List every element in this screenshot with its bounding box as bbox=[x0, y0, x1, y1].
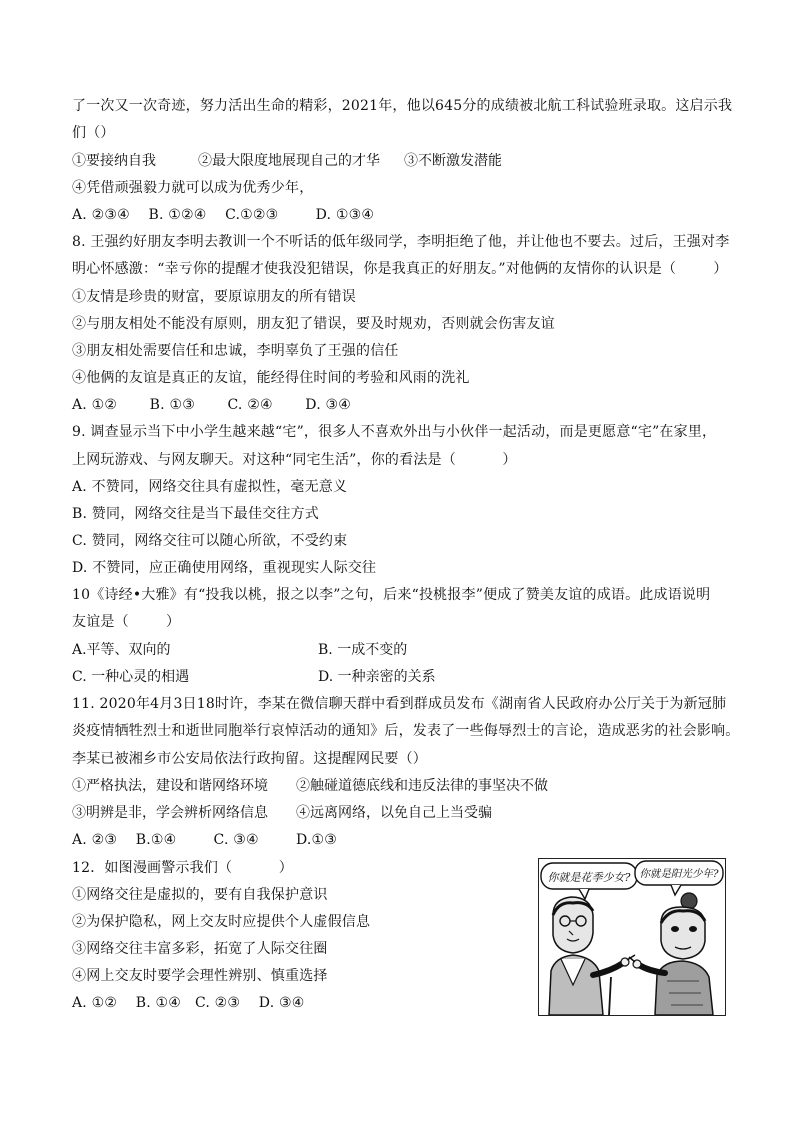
q7-option-4: ④凭借顽强毅力就可以成为优秀少年， bbox=[72, 180, 314, 196]
q9-line2: 上网玩游戏、与网友聊天。对这种“同宅生活”，你的看法是（ ） bbox=[72, 452, 517, 468]
q12-option-1: ①网络交往是虚拟的，要有自我保护意识 bbox=[72, 887, 328, 903]
q7-choices: A. ②③④ B. ①②④ C.①②③ D. ①③④ bbox=[72, 207, 375, 223]
q12-option-3: ③网络交往丰富多彩，拓宽了人际交往圈 bbox=[72, 941, 328, 957]
q12-choices: A. ①② B. ①④ C. ②③ D. ③④ bbox=[72, 995, 305, 1011]
q8-line2: 明心怀感激：“幸亏你的提醒才使我没犯错误，你是我真正的好朋友。”对他俩的友情你的认识是（ ） bbox=[72, 261, 728, 277]
cartoon-drawing bbox=[539, 859, 725, 1015]
q8-option-2: ②与朋友相处不能没有原则，朋友犯了错误，要及时规劝，否则就会伤害友谊 bbox=[72, 316, 555, 332]
q8-choices: A. ①② B. ①③ C. ②④ D. ③④ bbox=[72, 397, 351, 413]
q11-line2: 炎疫情牺牲烈士和逝世同胞举行哀悼活动的通知》后，发表了一些侮辱烈士的言论，造成恶劣的社会影响。 bbox=[72, 723, 740, 739]
q10-line1: 10《诗经•大雅》有“投我以桃，报之以李”之句，后来“投桃报李”便成了赞美友谊的成语。此成语说明 bbox=[72, 587, 711, 603]
q9-option-a: A. 不赞同，网络交往具有虚拟性，毫无意义 bbox=[72, 479, 348, 495]
q11-line3: 李某已被湘乡市公安局依法行政拘留。这提醒网民要（） bbox=[72, 751, 427, 767]
q10-option-b: B. 一成不变的 bbox=[318, 642, 408, 658]
q10-option-d: D. 一种亲密的关系 bbox=[318, 669, 436, 685]
q12-option-2: ②为保护隐私，网上交友时应提供个人虚假信息 bbox=[72, 914, 371, 930]
q9-option-b: B. 赞同，网络交往是当下最佳交往方式 bbox=[72, 506, 319, 522]
q12-line1: 12．如图漫画警示我们（ ） bbox=[72, 860, 293, 876]
q7-line1: 了一次又一次奇迹，努力活出生命的精彩，2021年，他以645分的成绩被北航工科试验班录取。这启示我 bbox=[72, 98, 733, 114]
speech-bubble-left-text: 你就是花季少女? bbox=[547, 871, 631, 884]
q7-option-3: ③不断激发潜能 bbox=[404, 153, 502, 169]
q11-option-1: ①严格执法，建设和谐网络环境 bbox=[72, 778, 268, 794]
q7-line2: 们（） bbox=[72, 125, 115, 141]
old-man-figure bbox=[549, 897, 635, 1015]
q8-line1: 8. 王强约好朋友李明去教训一个不听话的低年级同学，李明拒绝了他，并让他也不要去。过后，王强对李 bbox=[72, 234, 730, 250]
q9-line1: 9. 调查显示当下中小学生越来越“宅”，很多人不喜欢外出与小伙伴一起活动，而是更愿意“宅”在家里， bbox=[72, 424, 717, 440]
speech-bubble-left-tail bbox=[579, 889, 589, 899]
q11-option-4: ④远离网络，以免自己上当受骗 bbox=[296, 805, 492, 821]
q11-line1: 11. 2020年4月3日18时许，李某在微信聊天群中看到群成员发布《湖南省人民政府办公厅关于为新冠肺 bbox=[72, 696, 727, 712]
q9-option-d: D. 不赞同，应正确使用网络，重视现实人际交往 bbox=[72, 560, 377, 576]
q7-option-1: ①要接纳自我 bbox=[72, 153, 156, 169]
q12-option-4: ④网上交友时要学会理性辨别、慎重选择 bbox=[72, 968, 328, 984]
q11-option-3: ③明辨是非，学会辨析网络信息 bbox=[72, 805, 268, 821]
q11-choices: A. ②③ B.①④ C. ③④ D.①③ bbox=[72, 832, 338, 848]
q10-option-a: A.平等、双向的 bbox=[72, 642, 171, 658]
q11-option-2: ②触碰道德底线和违反法律的事坚决不做 bbox=[296, 778, 548, 794]
q9-option-c: C. 赞同，网络交往可以随心所欲，不受约束 bbox=[72, 533, 348, 549]
q8-option-4: ④他俩的友谊是真正的友谊，能经得住时间的考验和风雨的洗礼 bbox=[72, 370, 470, 386]
q7-option-2: ②最大限度地展现自己的才华 bbox=[198, 153, 380, 169]
speech-bubble-right-tail bbox=[671, 885, 681, 895]
speech-bubble-right-text: 你就是阳光少年? bbox=[639, 868, 719, 880]
q8-option-3: ③朋友相处需要信任和忠诚，李明辜负了王强的信任 bbox=[72, 343, 399, 359]
cartoon-illustration bbox=[538, 858, 726, 1016]
q10-line2: 友谊是（ ） bbox=[72, 614, 181, 630]
q8-option-1: ①友情是珍贵的财富，要原谅朋友的所有错误 bbox=[72, 289, 356, 305]
old-woman-figure bbox=[629, 893, 713, 1015]
q10-option-c: C. 一种心灵的相遇 bbox=[72, 669, 190, 685]
